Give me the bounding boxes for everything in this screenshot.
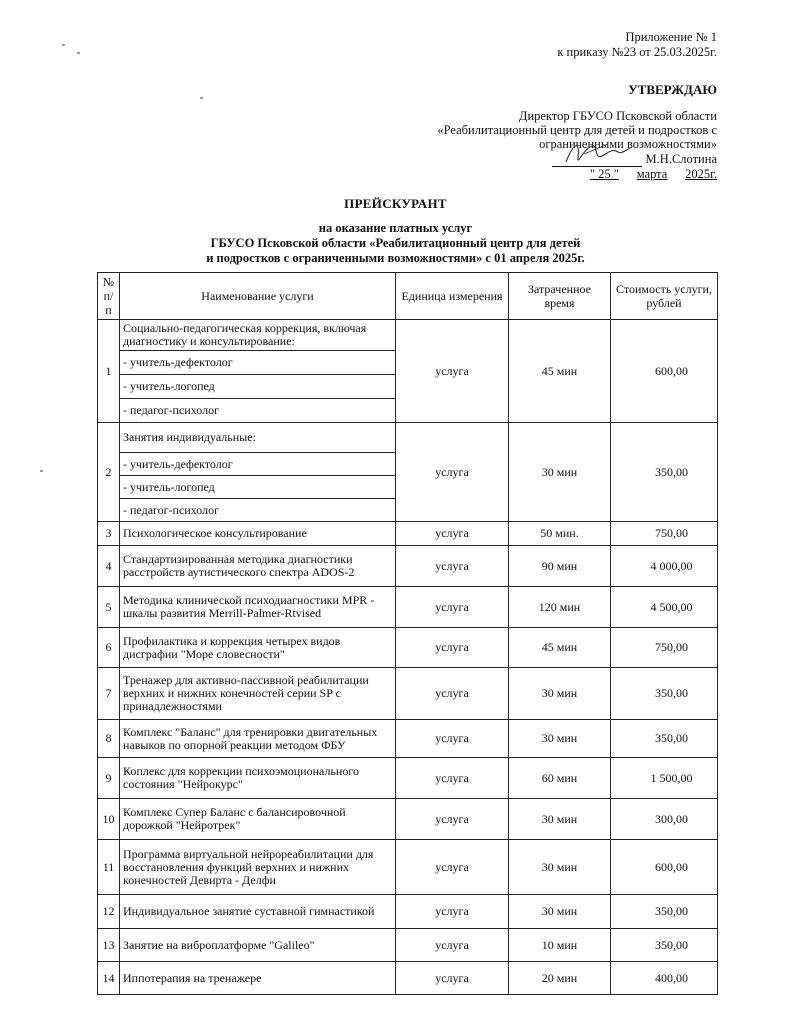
row-time: 45 мин (509, 628, 611, 668)
director-line-2: «Реабилитационный центр для детей и подростков с (437, 123, 717, 137)
table-row (98, 320, 718, 351)
header-unit: Единица измерения (396, 273, 509, 320)
row-name: Коплекс для коррекции психоэмоционального состояния "Нейрокурс" (120, 758, 396, 799)
row-name: Занятия индивидуальные: (120, 423, 396, 453)
row-price: 350,00 (611, 720, 718, 758)
row-price: 350,00 (611, 668, 718, 720)
row-time: 20 мин (509, 962, 611, 995)
row-unit: услуга (396, 840, 509, 895)
header-time: Затраченное время (509, 273, 611, 320)
row-time: 60 мин (509, 758, 611, 799)
row-price: 600,00 (611, 840, 718, 895)
row-time: 30 мин (509, 423, 611, 522)
row-num: 6 (98, 628, 120, 668)
row-time: 30 мин (509, 840, 611, 895)
row-name: Комплекс Супер Баланс с балансировочной дорожкой "Нейротрек" (120, 799, 396, 840)
row-unit: услуга (396, 423, 509, 522)
title-line-1: на оказание платных услуг (318, 221, 473, 235)
table-row (98, 546, 718, 587)
row-num: 5 (98, 587, 120, 628)
table-row (98, 587, 718, 628)
table-header-row (98, 273, 718, 320)
date-year: 2025г. (685, 167, 717, 181)
row-unit: услуга (396, 546, 509, 587)
row-num: 7 (98, 668, 120, 720)
signature-field (552, 154, 642, 167)
table-row (98, 840, 718, 895)
row-price: 750,00 (611, 628, 718, 668)
annex-note (557, 30, 717, 60)
row-unit: услуга (396, 668, 509, 720)
row-unit: услуга (396, 587, 509, 628)
header-num: № п/п (98, 273, 120, 320)
row-time: 30 мин (509, 668, 611, 720)
row-subitem: - педагог-психолог (120, 399, 396, 423)
row-subitem: - учитель-логопед (120, 476, 396, 499)
row-price: 300,00 (611, 799, 718, 840)
table-row (98, 522, 718, 546)
document-title-block (0, 196, 791, 266)
title-line-2: ГБУСО Псковской области «Реабилитационный центр для детей (210, 236, 581, 250)
row-subitem: - учитель-логопед (120, 375, 396, 399)
table-row (98, 720, 718, 758)
signature-line (552, 152, 717, 167)
row-time: 45 мин (509, 320, 611, 423)
approval-date (590, 167, 717, 182)
row-unit: услуга (396, 628, 509, 668)
row-price: 350,00 (611, 895, 718, 929)
row-name: Занятие на виброплатформе "Galileo" (120, 929, 396, 962)
row-time: 120 мин (509, 587, 611, 628)
director-line-1: Директор ГБУСО Псковской области (518, 109, 717, 123)
row-num: 2 (98, 423, 120, 522)
header-name: Наименование услуги (120, 273, 396, 320)
table-row (98, 799, 718, 840)
price-table (97, 272, 718, 995)
row-num: 1 (98, 320, 120, 423)
row-unit: услуга (396, 799, 509, 840)
row-time: 30 мин (509, 720, 611, 758)
scan-speck (62, 44, 65, 46)
row-num: 3 (98, 522, 120, 546)
row-name: Иппотерапия на тренажере (120, 962, 396, 995)
date-month: марта (636, 167, 668, 181)
row-price: 4 000,00 (611, 546, 718, 587)
row-name: Психологическое консультирование (120, 522, 396, 546)
row-num: 13 (98, 929, 120, 962)
row-num: 8 (98, 720, 120, 758)
row-num: 11 (98, 840, 120, 895)
row-name: Стандартизированная методика диагностики расстройств аутистического спектра ADOS-2 (120, 546, 396, 587)
row-unit: услуга (396, 522, 509, 546)
row-time: 90 мин (509, 546, 611, 587)
row-unit: услуга (396, 962, 509, 995)
table-row (98, 668, 718, 720)
row-price: 600,00 (611, 320, 718, 423)
table-row (98, 895, 718, 929)
signature-name: М.Н.Слотина (645, 152, 717, 166)
row-num: 14 (98, 962, 120, 995)
row-time: 50 мин. (509, 522, 611, 546)
row-num: 10 (98, 799, 120, 840)
scan-speck (40, 470, 43, 472)
table-row (98, 628, 718, 668)
row-subitem: - учитель-дефектолог (120, 351, 396, 375)
header-price: Стоимость услуги, рублей (611, 273, 718, 320)
row-unit: услуга (396, 895, 509, 929)
handwritten-signature (562, 136, 632, 170)
director-line-3: ограниченными возможностями» (539, 137, 717, 151)
row-name: Методика клинической психодиагностики MPR - шкалы развития Merrill-Palmer-Rtvised (120, 587, 396, 628)
row-price: 4 500,00 (611, 587, 718, 628)
row-unit: услуга (396, 720, 509, 758)
row-price: 1 500,00 (611, 758, 718, 799)
row-subitem: - учитель-дефектолог (120, 453, 396, 476)
row-price: 350,00 (611, 423, 718, 522)
row-time: 10 мин (509, 929, 611, 962)
row-name: Социально-педагогическая коррекция, включая диагностику и консультирование: (120, 320, 396, 351)
row-num: 12 (98, 895, 120, 929)
title-line-3: и подростков с ограниченными возможностями» с 01 апреля 2025г. (206, 251, 585, 265)
row-name: Индивидуальное занятие суставной гимнастикой (120, 895, 396, 929)
approve-heading: УТВЕРЖДАЮ (628, 82, 717, 97)
row-unit: услуга (396, 320, 509, 423)
row-unit: услуга (396, 929, 509, 962)
row-name: Тренажер для активно-пассивной реабилитации верхних и нижних конечностей серии SP с принадлежностями (120, 668, 396, 720)
row-time: 30 мин (509, 799, 611, 840)
row-unit: услуга (396, 758, 509, 799)
row-name: Программа виртуальной нейрореабилитации для восстановления функций верхних и нижних конечностей Девирта - Делфи (120, 840, 396, 895)
table-row (98, 962, 718, 995)
document-title: ПРЕЙСКУРАНТ (344, 196, 447, 211)
row-num: 9 (98, 758, 120, 799)
row-time: 30 мин (509, 895, 611, 929)
annex-line-1: Приложение № 1 (625, 30, 717, 44)
table-row (98, 758, 718, 799)
row-num: 4 (98, 546, 120, 587)
scan-speck (77, 52, 80, 54)
row-price: 400,00 (611, 962, 718, 995)
annex-line-2: к приказу №23 от 25.03.2025г. (557, 45, 717, 59)
table-row (98, 423, 718, 453)
date-day: " 25 " (589, 167, 619, 181)
table-row (98, 929, 718, 962)
row-price: 750,00 (611, 522, 718, 546)
scan-speck (200, 97, 203, 99)
row-price: 350,00 (611, 929, 718, 962)
row-name: Профилактика и коррекция четырех видов дисграфии "Море словесности" (120, 628, 396, 668)
row-subitem: - педагог-психолог (120, 499, 396, 522)
row-name: Комплекс "Баланс" для тренировки двигательных навыков по опорной реакции методом ФБУ (120, 720, 396, 758)
